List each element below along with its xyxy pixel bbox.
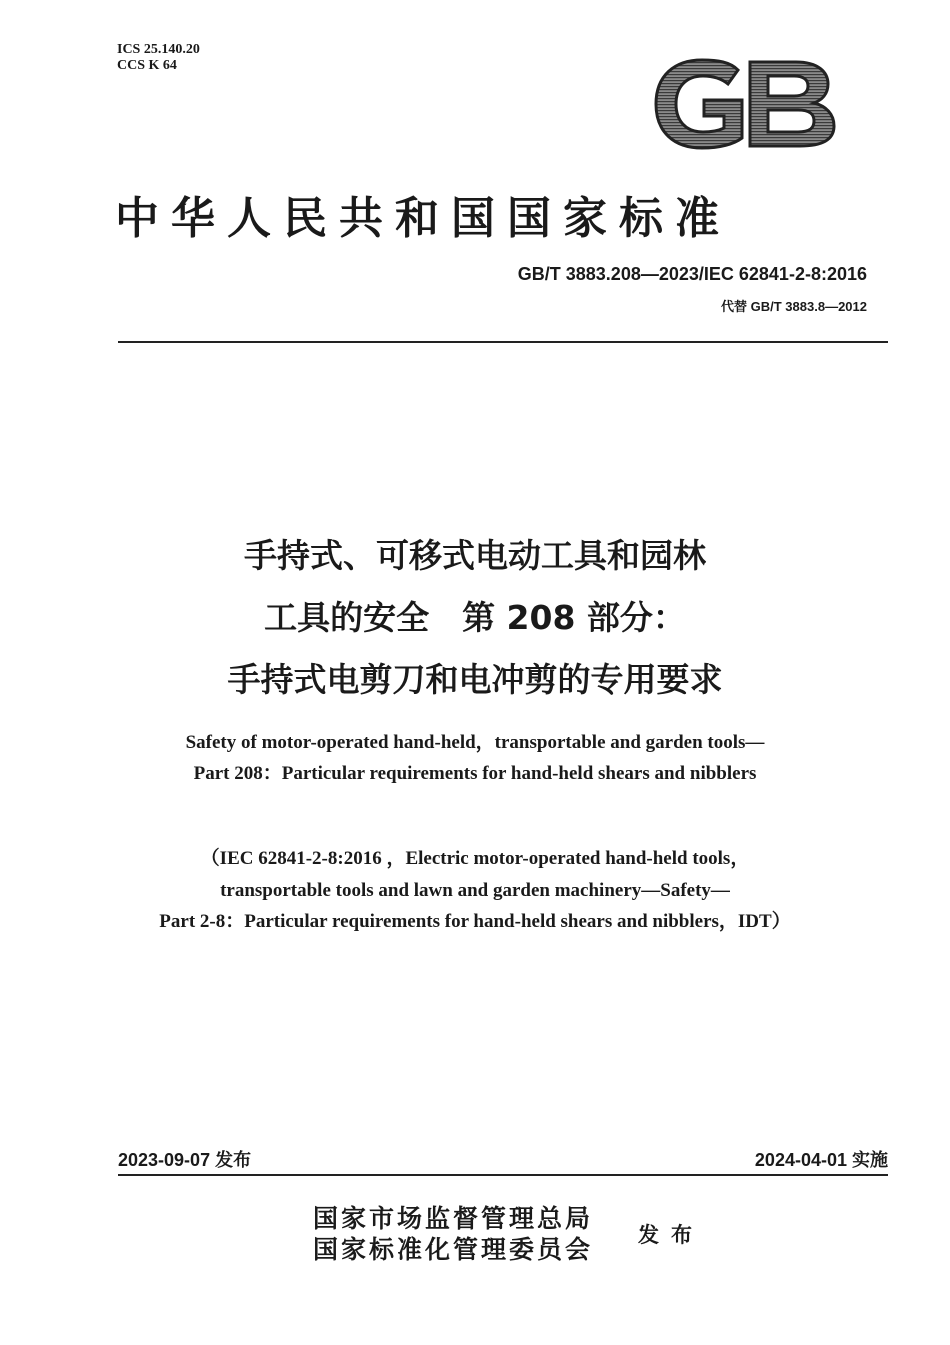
- publish-label: 发布: [638, 1222, 704, 1247]
- issuer-sac: 国家标准化管理委员会: [313, 1235, 594, 1264]
- gb-logo: [650, 56, 840, 152]
- iec-reference-line-3: Part 2-8：Particular requirements for hand-held shears and nibblers，IDT）: [159, 911, 791, 932]
- national-standard-title: 中华人民共和国国家标准: [115, 193, 731, 244]
- english-title-line-2: Part 208：Particular requirements for hand-held shears and nibblers: [193, 763, 757, 784]
- issuing-authorities: [313, 1203, 593, 1265]
- classification-codes: [117, 42, 200, 74]
- english-title-line-1: Safety of motor-operated hand-held，transportable and garden tools—: [185, 732, 765, 753]
- header-divider: [118, 341, 888, 343]
- replaces-standard: 代替 GB/T 3883.8—2012: [721, 299, 867, 314]
- chinese-title-line-3: 手持式电剪刀和电冲剪的专用要求: [227, 660, 723, 699]
- issuer-samr: 国家市场监督管理总局: [313, 1204, 594, 1233]
- ics-code: ICS 25.140.20: [117, 42, 200, 57]
- ccs-code: CCS K 64: [117, 58, 177, 73]
- gb-logo-text: GB: [650, 56, 652, 57]
- standard-number: GB/T 3883.208—2023/IEC 62841-2-8:2016: [517, 264, 867, 284]
- chinese-title-line-2: 工具的安全 第 208 部分：: [264, 598, 686, 637]
- english-title: [0, 727, 950, 789]
- iec-reference-line-1: （IEC 62841-2-8:2016 ，Electric motor-operated hand-held tools，: [200, 848, 750, 869]
- issue-date: 2023-09-07 发布: [118, 1150, 252, 1170]
- iec-reference-line-2: transportable tools and lawn and garden machinery—Safety—: [220, 879, 730, 901]
- footer-divider: [118, 1174, 888, 1176]
- chinese-title: [0, 525, 950, 711]
- iec-reference: [0, 843, 950, 938]
- chinese-title-line-1: 手持式、可移式电动工具和园林: [244, 536, 706, 575]
- implementation-date: 2024-04-01 实施: [754, 1150, 888, 1170]
